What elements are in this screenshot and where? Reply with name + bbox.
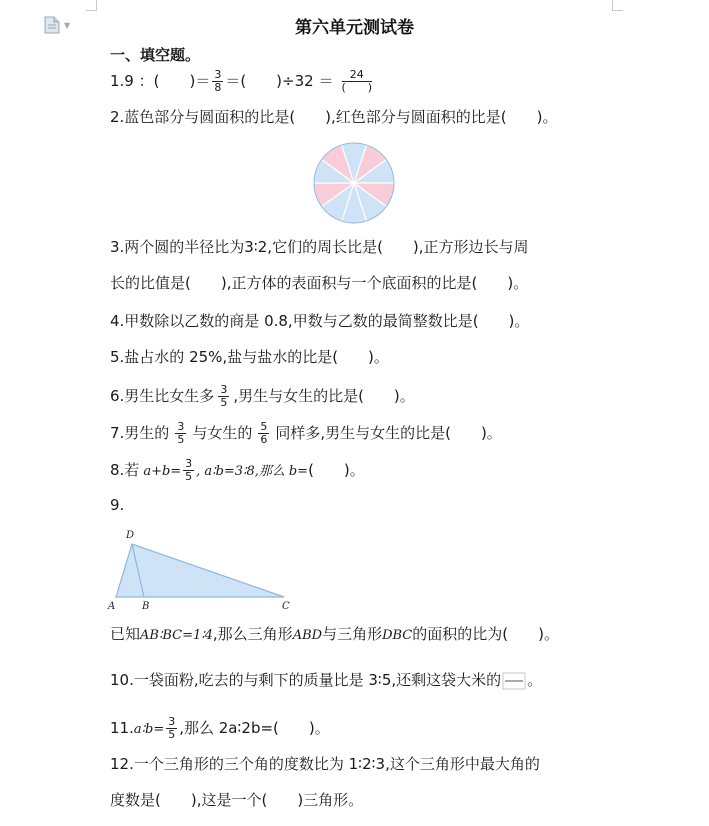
page-corner-mark: [612, 0, 623, 11]
question-7: [110, 421, 502, 446]
q7-prefix: 7.男生的: [110, 424, 170, 442]
triangle-shape: [116, 544, 284, 597]
pie-figure: [311, 142, 397, 224]
fraction: [175, 421, 186, 446]
fraction: [166, 716, 177, 741]
vertex-label-b: B: [142, 601, 150, 612]
q6-suffix: ,男生与女生的比是( )。: [233, 387, 415, 405]
chevron-down-icon: ▼: [64, 20, 71, 30]
fraction-numerator: 3: [177, 420, 185, 433]
answer-fraction-box: [501, 674, 527, 688]
q9-middle: ,那么三角形: [212, 625, 293, 643]
vertex-label-c: C: [282, 601, 290, 612]
triangle-figure: [104, 524, 304, 616]
q8-expression: b=: [288, 464, 309, 479]
question-6: [110, 384, 415, 409]
fraction: [218, 384, 229, 409]
fraction-denominator: 8: [214, 81, 222, 94]
q10-end: 。: [527, 671, 543, 689]
q10-text: 10.一袋面粉,吃去的与剩下的质量比是 3∶5,还剩这袋大米的: [110, 671, 502, 689]
fraction-denominator: 5: [168, 728, 176, 741]
question-3-line-2: 长的比值是( ),正方体的表面积与一个底面积的比是( )。: [110, 274, 529, 292]
q8-expression: , a∶b=3∶8,那么: [196, 464, 285, 479]
q6-prefix: 6.男生比女生多: [110, 387, 215, 405]
q8-suffix: ( )。: [308, 461, 365, 479]
q7-middle: 与女生的: [192, 424, 253, 442]
question-4: 4.甲数除以乙数的商是 0.8,甲数与乙数的最简整数比是( )。: [110, 312, 530, 330]
q1-middle: ＝( )÷32 ＝: [225, 72, 334, 90]
question-1: [110, 69, 376, 94]
fraction-denominator: 6: [260, 433, 268, 446]
q9-prefix: 已知: [110, 625, 141, 643]
q9-triangle-1: ABD: [292, 628, 323, 643]
q7-suffix: 同样多,男生与女生的比是( )。: [275, 424, 502, 442]
q9-suffix: 的面积的比为( )。: [412, 625, 559, 643]
q8-expression: a+b=: [143, 464, 182, 479]
q9-triangle-2: DBC: [382, 628, 413, 643]
page-title: 第六单元测试卷: [295, 18, 414, 38]
fraction-numerator: 3: [185, 457, 193, 470]
q11-prefix: 11.: [110, 719, 134, 737]
question-2: 2.蓝色部分与圆面积的比是( ),红色部分与圆面积的比是( )。: [110, 108, 558, 126]
vertex-label-a: A: [108, 601, 116, 612]
page-corner-mark: [86, 0, 97, 11]
fraction-denominator: 5: [185, 470, 193, 483]
question-12-line-2: 度数是( ),这是一个( )三角形。: [110, 791, 364, 809]
fraction: [339, 69, 374, 94]
q9-ratio: AB∶BC=1∶4: [140, 628, 213, 643]
question-9-text: [110, 624, 559, 646]
fraction: [183, 458, 194, 483]
question-10: [110, 670, 542, 690]
q9-middle: 与三角形: [322, 625, 383, 643]
fraction-denominator: 5: [220, 396, 228, 409]
vertex-label-d: D: [126, 530, 135, 541]
question-5: 5.盐占水的 25%,盐与盐水的比是( )。: [110, 348, 389, 366]
section-heading: 一、填空题。: [110, 46, 201, 64]
q8-prefix: 8.若: [110, 461, 140, 479]
fraction: [258, 421, 269, 446]
fraction: [212, 69, 223, 94]
question-12-line-1: 12.一个三角形的三个角的度数比为 1∶2∶3,这个三角形中最大角的: [110, 755, 540, 773]
fraction-numerator: 5: [260, 420, 268, 433]
question-9-number: 9.: [110, 496, 125, 514]
fraction-denominator: ( ): [341, 81, 373, 94]
question-11: [110, 716, 330, 741]
fraction-numerator: 3: [214, 68, 222, 81]
question-8: [110, 458, 365, 483]
fraction-numerator: 3: [220, 383, 228, 396]
question-3-line-1: 3.两个圆的半径比为3∶2,它们的周长比是( ),正方形边长与周: [110, 238, 529, 256]
fraction-denominator: 5: [177, 433, 185, 446]
q11-expression: a∶b=: [133, 722, 165, 737]
fraction-numerator: 3: [168, 715, 176, 728]
q1-prefix: 1.9 ：( )＝: [110, 72, 211, 90]
fraction-box-icon: [501, 672, 527, 690]
q11-suffix: ,那么 2a∶2b=( )。: [179, 719, 330, 737]
fraction-numerator: 24: [342, 69, 372, 82]
